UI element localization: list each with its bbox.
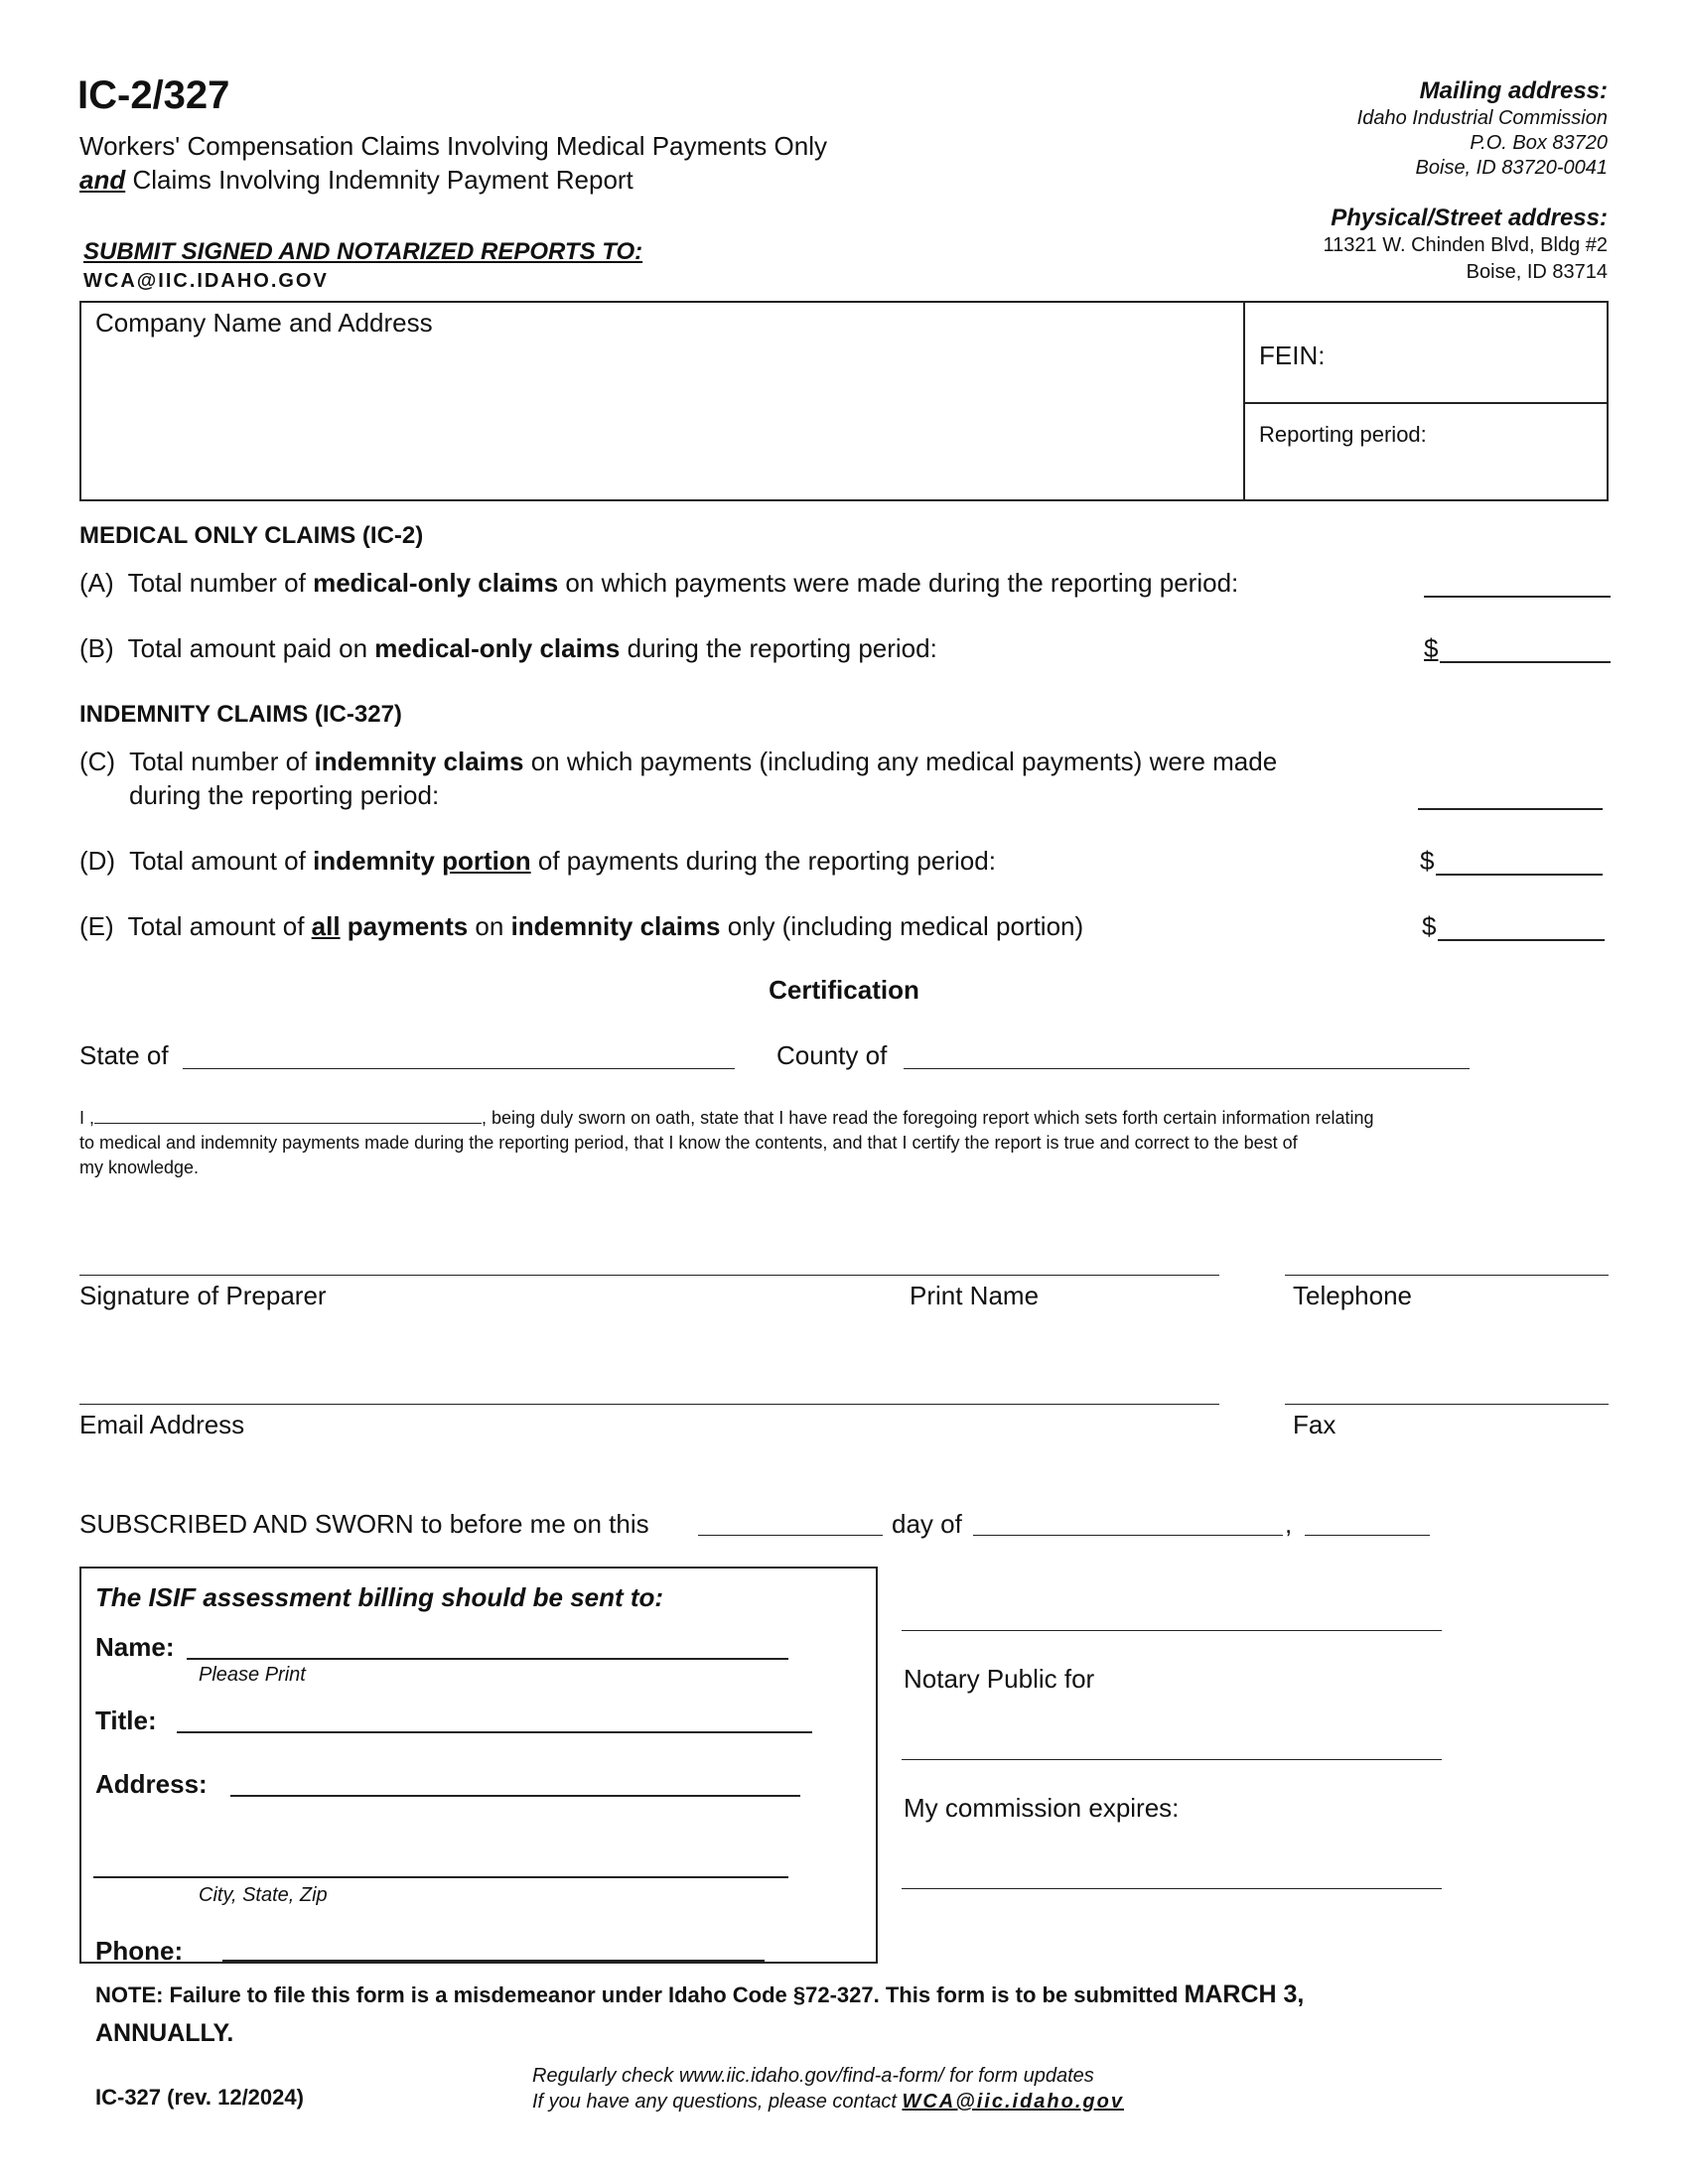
item-b (79, 633, 937, 664)
mailing-address (1012, 77, 1608, 180)
item-b-letter: (B) (79, 633, 114, 663)
commission-expires-label: My commission expires: (904, 1793, 1180, 1823)
indemnity-heading: INDEMNITY CLAIMS (IC-327) (79, 701, 402, 728)
sworn-day-field[interactable] (698, 1535, 883, 1536)
fax-label: Fax (1293, 1410, 1336, 1439)
telephone-line[interactable] (1285, 1275, 1609, 1276)
physical-line1: 11321 W. Chinden Blvd, Bldg #2 (1323, 234, 1608, 256)
item-a-bold: medical-only claims (313, 568, 559, 598)
mailing-line3: Boise, ID 83720-0041 (1415, 157, 1608, 179)
form-revision: IC-327 (rev. 12/2024) (95, 2085, 304, 2110)
notary-state-line[interactable] (902, 1759, 1442, 1760)
item-c-pre: Total number of (129, 747, 315, 776)
email-label: Email Address (79, 1410, 245, 1439)
item-e-indemnity: indemnity claims (510, 911, 721, 941)
oath-line3: my knowledge. (79, 1158, 200, 1177)
medical-heading: MEDICAL ONLY CLAIMS (IC-2) (79, 522, 424, 549)
isif-title-field[interactable] (177, 1731, 812, 1733)
company-info-box (79, 301, 1609, 501)
notary-public-label: Notary Public for (904, 1664, 1095, 1694)
isif-address-label: Address: (95, 1769, 208, 1799)
item-b-post: during the reporting period: (620, 633, 937, 663)
isif-heading: The ISIF assessment billing should be sent to: (95, 1582, 664, 1612)
oath-text (79, 1106, 1609, 1180)
oath-line1: , being duly sworn on oath, state that I have read the foregoing report which sets forth certain information relating (482, 1108, 1374, 1128)
note-date: MARCH 3, (1184, 1980, 1305, 2008)
item-c-post: on which payments (including any medical payments) were made (523, 747, 1278, 776)
item-a-letter: (A) (79, 568, 114, 598)
preparer-signature-line[interactable] (79, 1275, 1219, 1276)
sworn-month-field[interactable] (973, 1535, 1283, 1536)
isif-billing-box (79, 1567, 878, 1964)
fein-divider (1243, 402, 1607, 404)
please-print-hint: Please Print (199, 1664, 306, 1686)
item-d-pre: Total amount of (129, 846, 314, 876)
item-e-all: all (311, 911, 341, 941)
item-e (79, 911, 1083, 942)
item-c (79, 747, 1277, 777)
submit-label: SUBMIT SIGNED AND NOTARIZED REPORTS TO: (83, 238, 643, 265)
item-b-pre: Total amount paid on (127, 633, 375, 663)
item-d-post: of payments during the reporting period: (530, 846, 996, 876)
item-b-bold: medical-only claims (374, 633, 621, 663)
item-c-line2: during the reporting period: (129, 780, 440, 810)
item-d-bold: indemnity (313, 846, 435, 876)
county-label: County of (776, 1040, 888, 1070)
sworn-comma: , (1285, 1509, 1293, 1539)
submit-email[interactable]: WCA@IIC.IDAHO.GOV (83, 270, 329, 292)
mailing-line1: Idaho Industrial Commission (1356, 107, 1608, 129)
item-d-letter: (D) (79, 846, 116, 876)
isif-address-field[interactable] (230, 1795, 800, 1797)
note-pre: NOTE: Failure to file this form is a misdemeanor under Idaho Code §72-327. This form is to be submitted (95, 1982, 1185, 2007)
city-state-zip-hint: City, State, Zip (199, 1884, 328, 1906)
item-a-post: on which payments were made during the reporting period: (558, 568, 1239, 598)
item-e-post: only (including medical portion) (720, 911, 1084, 941)
mailing-line2: P.O. Box 83720 (1470, 132, 1608, 154)
form-title-line2 (79, 165, 633, 196)
reporting-period-label[interactable]: Reporting period: (1259, 422, 1427, 447)
isif-city-field[interactable] (93, 1876, 788, 1878)
item-e-field[interactable] (1438, 939, 1605, 941)
item-b-field[interactable] (1440, 661, 1611, 663)
item-d (79, 846, 996, 877)
email-line[interactable] (79, 1404, 1219, 1405)
isif-phone-field[interactable] (222, 1960, 765, 1962)
oath-line2: to medical and indemnity payments made during the reporting period, that I know the contents, and that I certify the report is true and correct to the best of (79, 1133, 1298, 1153)
item-e-currency: $ (1422, 911, 1437, 941)
physical-line2: Boise, ID 83714 (1466, 261, 1608, 283)
isif-name-field[interactable] (187, 1658, 788, 1660)
item-a-field[interactable] (1424, 596, 1611, 598)
commission-expires-line[interactable] (902, 1888, 1442, 1889)
item-c-bold: indemnity claims (314, 747, 524, 776)
contact-note (532, 2091, 1124, 2114)
contact-pre: If you have any questions, please contact (532, 2091, 903, 2113)
item-d-field[interactable] (1436, 874, 1603, 876)
telephone-label: Telephone (1293, 1281, 1412, 1310)
item-d-bold-underline: portion (442, 846, 531, 876)
item-a (79, 568, 1238, 599)
sworn-day-label: day of (892, 1509, 962, 1539)
note-line2: ANNUALLY. (95, 2019, 234, 2047)
company-box-divider (1243, 303, 1245, 499)
contact-email[interactable]: WCA@iic.idaho.gov (902, 2091, 1124, 2113)
notary-signature-line[interactable] (902, 1630, 1442, 1631)
mailing-heading: Mailing address: (1419, 77, 1608, 104)
isif-title-label: Title: (95, 1706, 157, 1735)
state-label: State of (79, 1040, 169, 1070)
sworn-year-field[interactable] (1305, 1535, 1430, 1536)
item-e-payments: payments (340, 911, 469, 941)
physical-heading: Physical/Street address: (1331, 205, 1608, 231)
oath-name-field[interactable] (94, 1109, 482, 1124)
company-name-label[interactable]: Company Name and Address (95, 308, 433, 338)
title-and-emphasis: and (79, 165, 126, 195)
item-c-letter: (C) (79, 747, 116, 776)
preparer-signature-label: Signature of Preparer (79, 1281, 327, 1310)
item-e-pre: Total amount of (127, 911, 312, 941)
isif-name-label: Name: (95, 1632, 175, 1662)
item-e-mid: on (468, 911, 511, 941)
note-text (95, 1976, 1605, 2052)
item-d-currency: $ (1420, 846, 1435, 876)
fax-line[interactable] (1285, 1404, 1609, 1405)
form-title-line1: Workers' Compensation Claims Involving Medical Payments Only (79, 131, 827, 161)
physical-address (1012, 205, 1608, 284)
print-name-label: Print Name (910, 1281, 1040, 1310)
form-updates-note: Regularly check www.iic.idaho.gov/find-a-form/ for form updates (532, 2065, 1094, 2087)
sworn-text: SUBSCRIBED AND SWORN to before me on this (79, 1509, 649, 1539)
form-code: IC-2/327 (77, 73, 230, 117)
item-a-pre: Total number of (127, 568, 314, 598)
oath-start: I , (79, 1108, 95, 1128)
state-field[interactable] (183, 1068, 735, 1069)
fein-label[interactable]: FEIN: (1259, 341, 1326, 370)
county-field[interactable] (904, 1068, 1470, 1069)
isif-phone-label: Phone: (95, 1936, 184, 1966)
item-c-field[interactable] (1418, 808, 1603, 810)
title-line2-rest: Claims Involving Indemnity Payment Report (125, 165, 633, 195)
item-e-letter: (E) (79, 911, 114, 941)
item-b-currency: $ (1424, 633, 1439, 663)
certification-heading: Certification (769, 975, 919, 1005)
